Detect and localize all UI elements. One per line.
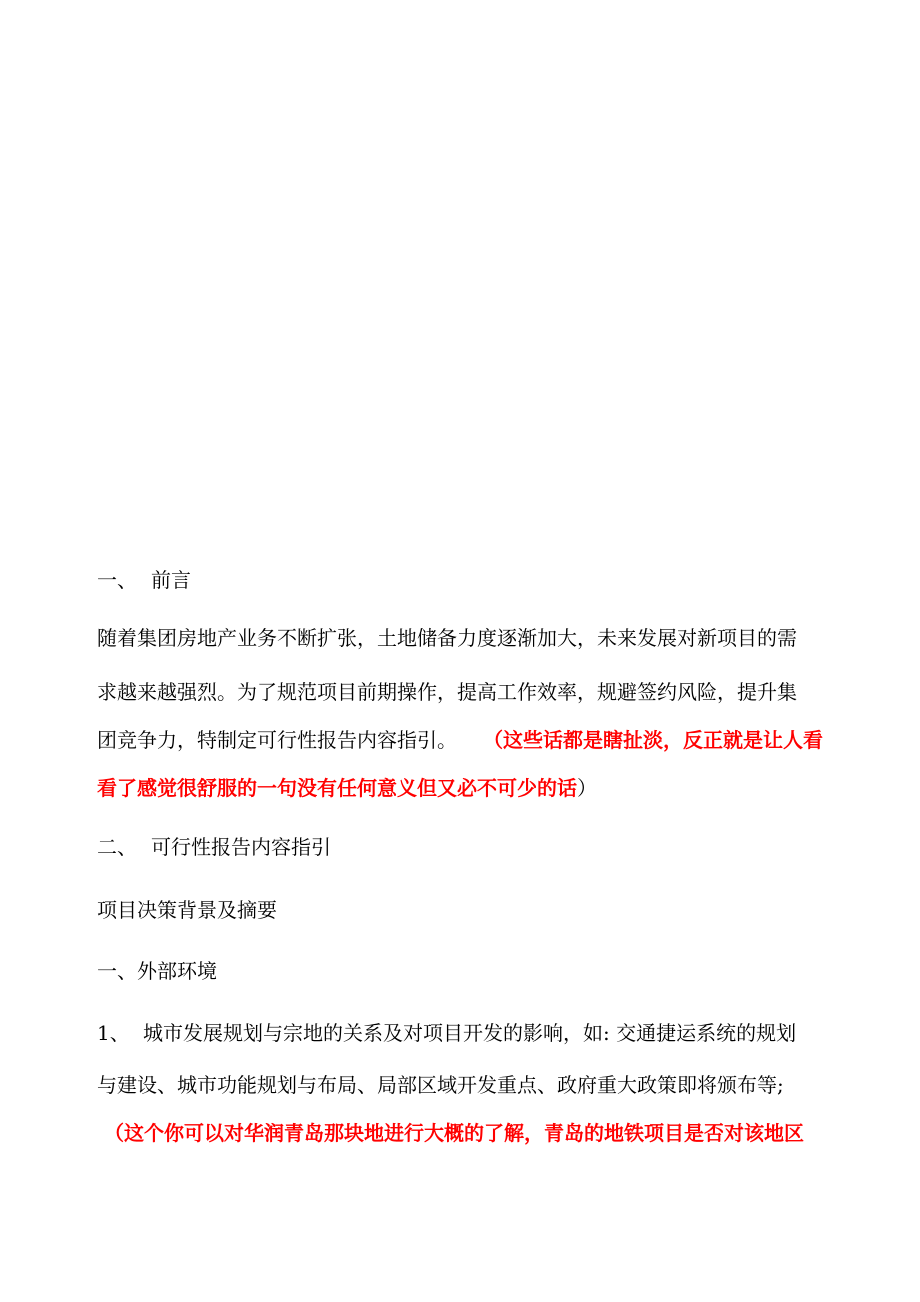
section-number: 二、: [97, 835, 137, 859]
red-annotation: （这些话都是瞎扯淡，反正就是让人看: [483, 728, 823, 752]
subsection-heading: [97, 958, 877, 984]
item-text: 城市发展规划与宗地的关系及对项目开发的影响，如: 交通捷运系统的规划: [143, 1021, 797, 1045]
subtitle: [97, 897, 877, 923]
subsection-text: 一、外部环境: [97, 959, 217, 983]
section-title: 可行性报告内容指引: [151, 835, 331, 859]
intro-text: 团竞争力，特制定可行性报告内容指引。: [97, 728, 457, 752]
item-1-line-2: [97, 1072, 877, 1098]
section-number: 一、: [97, 568, 137, 592]
section-title: 前言: [151, 568, 191, 592]
intro-line-4: [97, 775, 877, 801]
red-annotation: （这个你可以对华润青岛那块地进行大概的了解，青岛的地铁项目是否对该地区: [104, 1121, 804, 1145]
item-1-line-1: [97, 1020, 877, 1046]
intro-line-2: [97, 679, 877, 705]
closing-paren: ）: [577, 776, 597, 800]
item-text: 与建设、城市功能规划与布局、局部区域开发重点、政府重大政策即将颁布等;: [97, 1073, 784, 1097]
item-number: 1、: [97, 1021, 130, 1045]
intro-line-3: [97, 727, 877, 753]
item-1-line-3: [104, 1120, 884, 1146]
subtitle-text: 项目决策背景及摘要: [97, 898, 277, 922]
intro-text: 求越来越强烈。为了规范项目前期操作，提高工作效率，规避签约风险，提升集: [97, 680, 797, 704]
intro-line-1: [97, 625, 877, 651]
section-heading-preface: [97, 567, 877, 593]
intro-text: 随着集团房地产业务不断扩张，土地储备力度逐渐加大，未来发展对新项目的需: [97, 626, 797, 650]
red-annotation: 看了感觉很舒服的一句没有任何意义但又必不可少的话: [97, 776, 577, 800]
section-heading-guide: [97, 834, 877, 860]
